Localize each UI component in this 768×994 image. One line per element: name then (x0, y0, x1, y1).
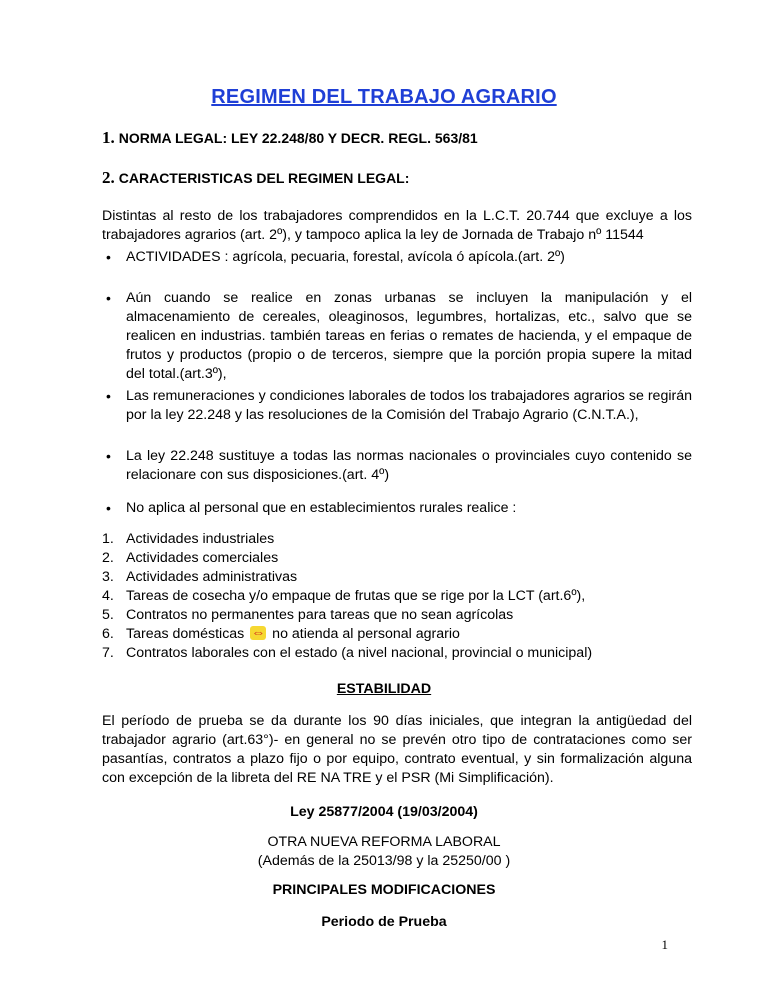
bullet-icon: • (106, 388, 111, 404)
bullet-icon: • (106, 249, 111, 265)
page-number: 1 (661, 937, 668, 952)
list-item: 2. Actividades comerciales (102, 550, 279, 566)
list-item: • ACTIVIDADES : agrícola, pecuaria, forestal, avícola ó apícola.(art. 2º) (106, 249, 565, 265)
bullet-icon: • (106, 448, 111, 464)
list-item: 3. Actividades administrativas (102, 569, 298, 585)
bullet-icon: • (106, 500, 111, 516)
reforma-line-1: OTRA NUEVA REFORMA LABORAL (267, 834, 501, 850)
list-item: • No aplica al personal que en establecimientos rurales realice : (106, 500, 517, 516)
reforma-line-2: (Además de la 25013/98 y la 25250/00 ) (257, 853, 511, 869)
estabilidad-paragraph: El período de prueba se da durante los 90 días iniciales, que integran la antigüedad del trabajador agrario (art.63°)- en general no se prevén otro tipo de contrataciones como ser pasantías, contratos a plazo fijo o por equipo, contrato eventual, y sin formalización alguna con excepción de la libreta del RE NA TRE y el PSR (Mi Simplificación). (102, 713, 692, 786)
list-item: • La ley 22.248 sustituye a todas las normas nacionales o provinciales cuyo contenido se relacionare con sus disposiciones.(art. 4º) (106, 448, 692, 483)
list-item: 5. Contratos no permanentes para tareas que no sean agrícolas (102, 607, 514, 623)
section-2-heading (102, 168, 409, 188)
section-1-heading (102, 128, 478, 148)
bullet-icon: • (106, 290, 111, 306)
periodo-heading: Periodo de Prueba (321, 914, 447, 930)
section-text: CARACTERISTICAS DEL REGIMEN LEGAL: (118, 170, 410, 186)
ley-heading: Ley 25877/2004 (19/03/2004) (290, 804, 478, 820)
section-number: 1. (102, 128, 115, 147)
estabilidad-heading: ESTABILIDAD (336, 681, 432, 697)
list-item: 4. Tareas de cosecha y/o empaque de frutas que se rige por la LCT (art.6º), (102, 588, 586, 604)
intro-paragraph: Distintas al resto de los trabajadores comprendidos en la L.C.T. 20.744 que excluye a los trabajadores agrarios (art. 2º), y tampoco aplica la ley de Jornada de Trabajo nº 11544 (102, 208, 692, 243)
equivalence-arrow-icon (250, 626, 266, 640)
list-item: • Las remuneraciones y condiciones laborales de todos los trabajadores agrarios se regirán por la ley 22.248 y las resoluciones de la Comisión del Trabajo Agrario (C.N.T.A.), (106, 388, 692, 423)
list-item: • Aún cuando se realice en zonas urbanas se incluyen la manipulación y el almacenamiento de cereales, oleaginosos, legumbres, hortalizas, etc., salvo que se realicen en industrias. también tareas en ferias o remates de hacienda, y el empaque de frutos y productos (propio o de terceros, siempre que la porción propia supere la mitad del total.(art.3º), (106, 290, 692, 382)
list-item: 1. Actividades industriales (102, 531, 275, 547)
list-item: 6. Tareas domésticas ⇔ no atienda al personal agrario (102, 625, 702, 644)
modificaciones-heading: PRINCIPALES MODIFICACIONES (272, 882, 496, 898)
section-text: NORMA LEGAL: LEY 22.248/80 Y DECR. REGL. 563/81 (118, 130, 478, 146)
document-title: REGIMEN DEL TRABAJO AGRARIO (211, 86, 557, 108)
section-number: 2. (102, 168, 115, 187)
list-item: 7. Contratos laborales con el estado (a nivel nacional, provincial o municipal) (102, 645, 593, 661)
